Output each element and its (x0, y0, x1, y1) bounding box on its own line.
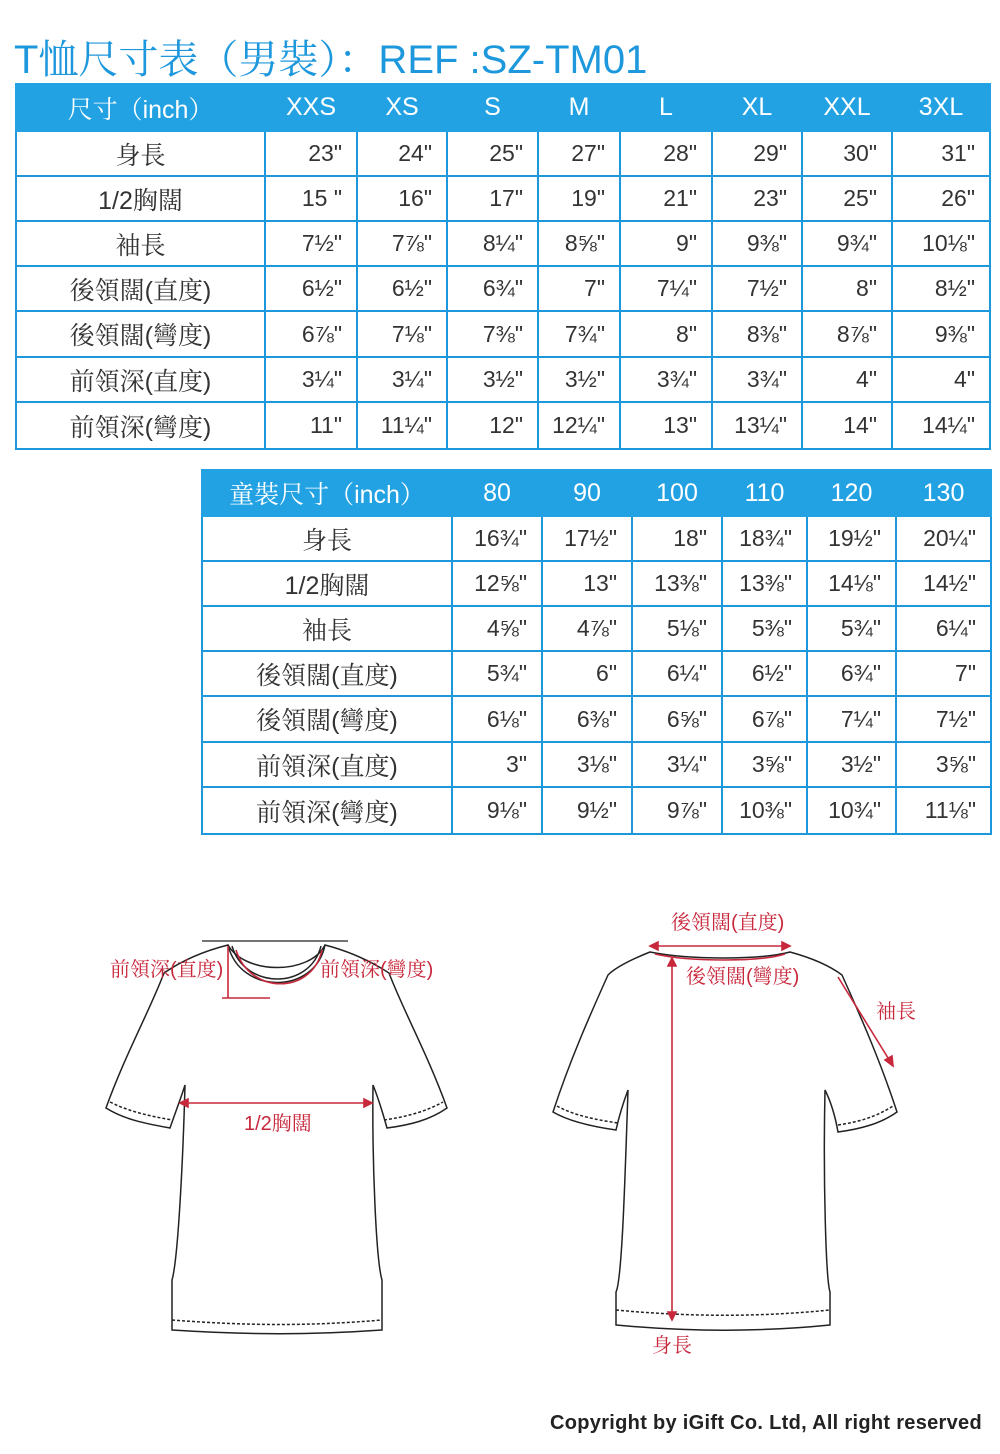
kids-header-row (202, 470, 991, 516)
size-value-cell: 13⅜" (722, 561, 807, 606)
label-sleeve-length: 袖長 (876, 1001, 916, 1023)
back-measure-lines (650, 942, 893, 1320)
table-row (202, 606, 991, 651)
label-body-length: 身長 (652, 1335, 692, 1357)
page-title: T恤尺寸表（男裝）：REF :SZ-TM01 (14, 38, 648, 82)
adult-header-size: XL (712, 84, 802, 131)
size-value-cell: 14½" (896, 561, 991, 606)
table-row (16, 311, 990, 357)
table-row (16, 221, 990, 266)
kids-header-size: 90 (542, 470, 632, 516)
label-back-neck-width-curved: 後領闊(彎度) (686, 966, 800, 988)
size-value-cell: 19½" (807, 516, 896, 561)
adult-header-size: XXL (802, 84, 892, 131)
table-row (16, 131, 990, 176)
size-value-cell: 6¼" (632, 651, 722, 696)
table-row (202, 561, 991, 606)
size-value-cell: 6¼" (896, 606, 991, 651)
kids-header-size: 130 (896, 470, 991, 516)
row-label: 前領深(彎度) (16, 402, 265, 449)
tshirt-measurement-diagram (0, 880, 1000, 1380)
size-value-cell: 8½" (892, 266, 990, 311)
size-value-cell: 7½" (265, 221, 357, 266)
size-value-cell: 30" (802, 131, 892, 176)
size-value-cell: 6¾" (447, 266, 538, 311)
size-value-cell: 7" (538, 266, 620, 311)
size-value-cell: 14⅛" (807, 561, 896, 606)
size-value-cell: 9⅛" (452, 787, 542, 834)
size-value-cell: 7" (896, 651, 991, 696)
size-value-cell: 13¼" (712, 402, 802, 449)
size-value-cell: 6⅞" (722, 696, 807, 742)
label-front-neck-depth-curved: 前領深(彎度) (320, 959, 434, 981)
size-value-cell: 10¾" (807, 787, 896, 834)
size-value-cell: 10⅛" (892, 221, 990, 266)
row-label: 後領闊(直度) (202, 651, 452, 696)
size-value-cell: 5¾" (452, 651, 542, 696)
size-value-cell: 6" (542, 651, 632, 696)
size-value-cell: 10⅜" (722, 787, 807, 834)
adult-header-size: L (620, 84, 712, 131)
size-value-cell: 15 " (265, 176, 357, 221)
size-value-cell: 13" (542, 561, 632, 606)
size-value-cell: 9" (620, 221, 712, 266)
size-value-cell: 16¾" (452, 516, 542, 561)
size-value-cell: 7⅜" (447, 311, 538, 357)
size-value-cell: 3¼" (632, 742, 722, 787)
size-value-cell: 5⅛" (632, 606, 722, 651)
size-value-cell: 6⅛" (452, 696, 542, 742)
size-value-cell: 3¼" (357, 357, 447, 402)
kids-header-size: 80 (452, 470, 542, 516)
size-value-cell: 23" (712, 176, 802, 221)
row-label: 身長 (16, 131, 265, 176)
size-value-cell: 6½" (357, 266, 447, 311)
size-value-cell: 7¼" (620, 266, 712, 311)
size-value-cell: 9½" (542, 787, 632, 834)
size-value-cell: 29" (712, 131, 802, 176)
adult-header-size: S (447, 84, 538, 131)
row-label: 後領闊(直度) (16, 266, 265, 311)
size-value-cell: 4" (802, 357, 892, 402)
size-value-cell: 24" (357, 131, 447, 176)
size-value-cell: 3¾" (620, 357, 712, 402)
size-value-cell: 12⅝" (452, 561, 542, 606)
size-value-cell: 3¾" (712, 357, 802, 402)
size-value-cell: 9⅜" (892, 311, 990, 357)
adult-header-size: 3XL (892, 84, 990, 131)
size-value-cell: 7½" (712, 266, 802, 311)
size-value-cell: 8⅝" (538, 221, 620, 266)
size-value-cell: 6⅝" (632, 696, 722, 742)
size-value-cell: 31" (892, 131, 990, 176)
size-value-cell: 25" (447, 131, 538, 176)
adult-size-table (15, 83, 991, 450)
table-row (16, 357, 990, 402)
size-value-cell: 9⅞" (632, 787, 722, 834)
table-row (202, 696, 991, 742)
size-value-cell: 3⅝" (722, 742, 807, 787)
size-value-cell: 14" (802, 402, 892, 449)
adult-header-row (16, 84, 990, 131)
size-value-cell: 6¾" (807, 651, 896, 696)
size-value-cell: 12" (447, 402, 538, 449)
size-value-cell: 18" (632, 516, 722, 561)
size-value-cell: 3" (452, 742, 542, 787)
size-value-cell: 23" (265, 131, 357, 176)
kids-header-label: 童裝尺寸（inch） (202, 470, 452, 516)
size-value-cell: 8" (802, 266, 892, 311)
size-value-cell: 8⅜" (712, 311, 802, 357)
size-value-cell: 16" (357, 176, 447, 221)
size-value-cell: 8" (620, 311, 712, 357)
size-value-cell: 4⅝" (452, 606, 542, 651)
row-label: 後領闊(彎度) (16, 311, 265, 357)
size-value-cell: 18¾" (722, 516, 807, 561)
size-value-cell: 5¾" (807, 606, 896, 651)
row-label: 前領深(直度) (202, 742, 452, 787)
row-label: 袖長 (16, 221, 265, 266)
row-label: 1/2胸闊 (202, 561, 452, 606)
size-value-cell: 3¼" (265, 357, 357, 402)
kids-header-size: 100 (632, 470, 722, 516)
size-value-cell: 8¼" (447, 221, 538, 266)
kids-header-size: 120 (807, 470, 896, 516)
size-value-cell: 19" (538, 176, 620, 221)
size-value-cell: 9¾" (802, 221, 892, 266)
size-value-cell: 11" (265, 402, 357, 449)
size-value-cell: 25" (802, 176, 892, 221)
row-label: 1/2胸闊 (16, 176, 265, 221)
table-row (202, 787, 991, 834)
label-half-chest: 1/2胸闊 (244, 1113, 312, 1135)
row-label: 後領闊(彎度) (202, 696, 452, 742)
size-value-cell: 3½" (538, 357, 620, 402)
size-value-cell: 28" (620, 131, 712, 176)
size-value-cell: 3½" (807, 742, 896, 787)
size-value-cell: 7⅞" (357, 221, 447, 266)
size-value-cell: 17½" (542, 516, 632, 561)
size-value-cell: 13⅜" (632, 561, 722, 606)
size-value-cell: 11⅛" (896, 787, 991, 834)
size-value-cell: 8⅞" (802, 311, 892, 357)
row-label: 前領深(直度) (16, 357, 265, 402)
table-row (202, 742, 991, 787)
row-label: 袖長 (202, 606, 452, 651)
size-value-cell: 5⅜" (722, 606, 807, 651)
size-value-cell: 7⅛" (357, 311, 447, 357)
size-value-cell: 7¾" (538, 311, 620, 357)
row-label: 前領深(彎度) (202, 787, 452, 834)
size-value-cell: 4" (892, 357, 990, 402)
size-value-cell: 3⅝" (896, 742, 991, 787)
size-value-cell: 21" (620, 176, 712, 221)
size-value-cell: 11¼" (357, 402, 447, 449)
size-value-cell: 6½" (722, 651, 807, 696)
table-row (16, 266, 990, 311)
size-value-cell: 6⅞" (265, 311, 357, 357)
row-label: 身長 (202, 516, 452, 561)
size-value-cell: 7¼" (807, 696, 896, 742)
copyright-text: Copyright by iGift Co. Ltd, All right reserved (550, 1412, 982, 1434)
size-value-cell: 3⅛" (542, 742, 632, 787)
size-value-cell: 4⅞" (542, 606, 632, 651)
size-value-cell: 12¼" (538, 402, 620, 449)
back-tshirt-illustration (553, 952, 897, 1330)
size-value-cell: 6½" (265, 266, 357, 311)
size-value-cell: 20¼" (896, 516, 991, 561)
table-row (202, 651, 991, 696)
size-value-cell: 3½" (447, 357, 538, 402)
front-tshirt-illustration (106, 945, 447, 1334)
table-row (16, 176, 990, 221)
table-row (202, 516, 991, 561)
size-value-cell: 17" (447, 176, 538, 221)
label-front-neck-depth-straight: 前領深(直度) (110, 959, 224, 981)
size-value-cell: 13" (620, 402, 712, 449)
adult-header-size: XS (357, 84, 447, 131)
kids-header-size: 110 (722, 470, 807, 516)
size-value-cell: 6⅜" (542, 696, 632, 742)
adult-header-size: XXS (265, 84, 357, 131)
adult-header-size: M (538, 84, 620, 131)
adult-header-label: 尺寸（inch） (16, 84, 265, 131)
size-value-cell: 27" (538, 131, 620, 176)
size-value-cell: 9⅜" (712, 221, 802, 266)
size-value-cell: 7½" (896, 696, 991, 742)
table-row (16, 402, 990, 449)
size-value-cell: 26" (892, 176, 990, 221)
size-value-cell: 14¼" (892, 402, 990, 449)
label-back-neck-width-straight: 後領闊(直度) (671, 912, 785, 934)
kids-size-table (201, 469, 992, 835)
